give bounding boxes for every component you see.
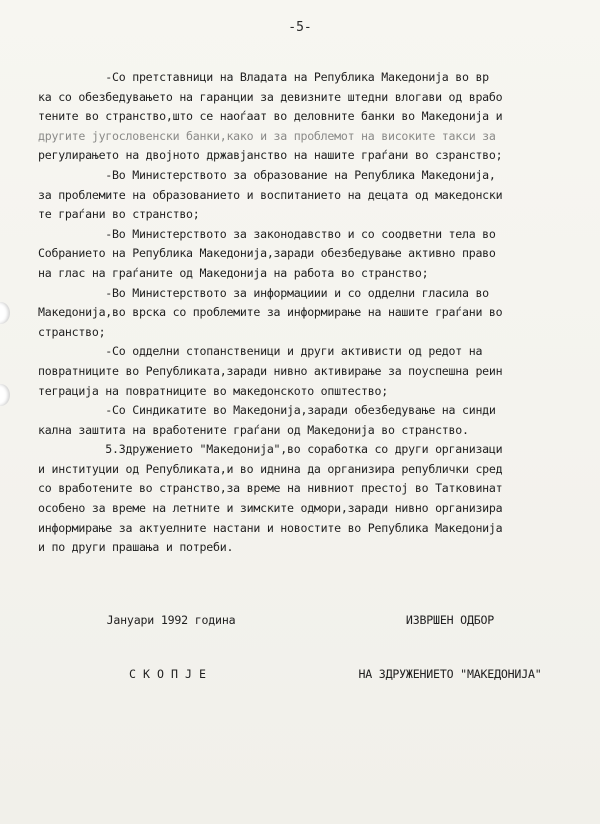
- text-line: за проблемите на образованието и воспитанието на децата од македонски: [38, 187, 503, 202]
- text-line: регулирањето на двојното државјанство на нашите граѓани во сзранство;: [38, 148, 503, 163]
- text-line: -Во Министерството за образование на Република Македонија,: [38, 167, 496, 182]
- text-line: странство;: [38, 324, 106, 339]
- text-line: -Со претставници на Владата на Република Македонија во вр: [38, 70, 489, 84]
- body-text: [38, 68, 598, 558]
- signature-organization: [330, 575, 570, 719]
- text-line: Македонија,во врска со проблемите за информирање на нашите граѓани во: [38, 305, 503, 320]
- page-number: -5-: [288, 20, 312, 35]
- text-line: повратниците во Републиката,заради нивно активирање за поуспешна реин: [38, 363, 503, 378]
- text-line: -Во Министерството за информациии и со одделни гласила во: [38, 285, 489, 300]
- text-line: особено за време на летните и зимските одмори,заради нивно организира: [38, 501, 503, 516]
- text-line: Собранието на Република Македонија,заради обезбедување активно право: [38, 246, 496, 261]
- punch-hole: [0, 384, 10, 406]
- text-line: -Во Министерството за законодавство и со соодветни тела во: [38, 226, 496, 241]
- text-line: и институции од Републиката,и во иднина да организира републички сред: [38, 461, 503, 476]
- text-line: другите југословенски банки,како и за проблемот на високите такси за: [38, 128, 496, 143]
- signature-date-place: [86, 575, 256, 719]
- text-line: те граѓани во странство;: [38, 207, 200, 222]
- text-line: тените во странство,што се наоѓаат во деловните банки во Македонија и: [38, 109, 503, 124]
- text-line: 5.Здружението "Македонија",во соработка со други организаци: [38, 442, 503, 457]
- text-line: ка со обезбедувањето на гаранции за девизните штедни влогави од врабо: [38, 89, 503, 104]
- punch-hole: [0, 302, 10, 324]
- text-line: теграција на повратниците во македонското општество;: [38, 383, 388, 398]
- text-line: на глас на граѓаните од Македонија на работа во странство;: [38, 265, 429, 280]
- text-line: -Со Синдикатите во Македонија,заради обезбедување на синди: [38, 403, 496, 418]
- text-line: кална заштита на вработените граѓани од Македонија во странство.: [38, 422, 469, 437]
- text-line: со вработените во странство,за време на нивниот престој во Татковинат: [38, 481, 503, 496]
- signature-org-line2: НА ЗДРУЖЕНИЕТО "МАКЕДОНИЈА": [358, 667, 542, 681]
- text-line: и по други прашања и потреби.: [38, 540, 234, 555]
- text-line: информирање за актуелните настани и новостите во Република Македонија: [38, 520, 503, 535]
- signature-city: СКОПЈЕ: [129, 667, 213, 681]
- text-line: -Со одделни стопанственици и други активисти од редот на: [38, 344, 483, 359]
- signature-org-line1: ИЗВРШЕН ОДБОР: [405, 613, 495, 627]
- signature-date: Јануари 1992 година: [106, 613, 236, 627]
